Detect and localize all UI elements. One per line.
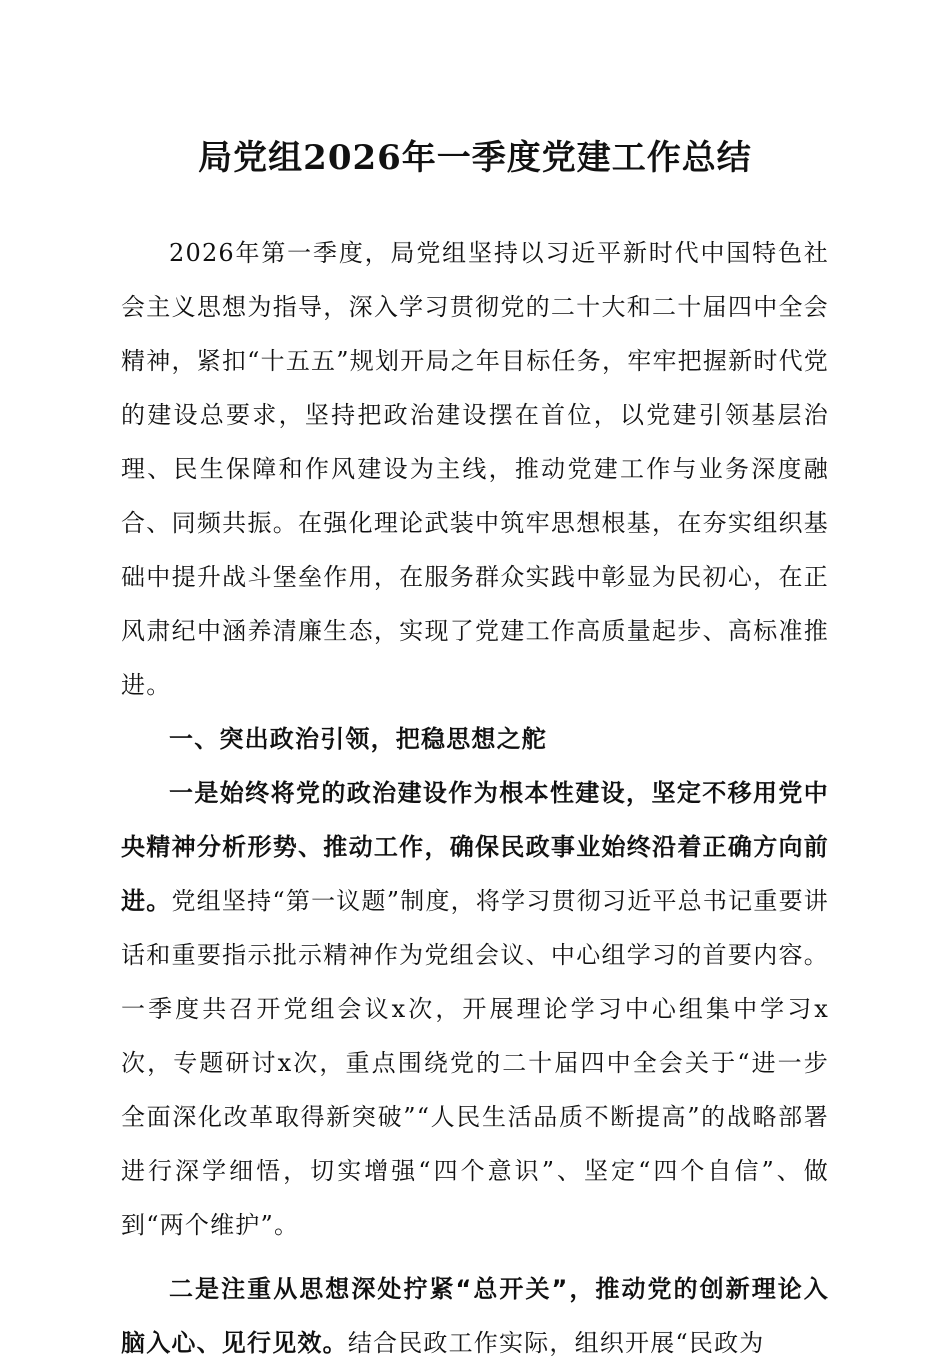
paragraph-thought-body: 结合民政工作实际，组织开展“民政为 (347, 1329, 765, 1357)
section-heading-1: 一、突出政治引领，把稳思想之舵 (169, 725, 547, 753)
paragraph-thought-lead: 二是注重从思想深处拧紧“总开关”，推动党的创新理论入脑入心、见行见效。 (121, 1275, 829, 1357)
paragraph-politics-body: 党组坚持“第一议题”制度，将学习贯彻习近平总书记重要讲话和重要指示批示精神作为党组会议、中心组学习的首要内容。一季度共召开党组会议x次，开展理论学习中心组集中学习x次，专题研讨x次，重点围绕党的二十届四中全会关于“进一步全面深化改革取得新突破”“人民生活品质不断提高”的战略部署进行深学细悟，切实增强“四个意识”、坚定“四个自信”、做到“两个维护”。 (121, 887, 829, 1239)
paragraph-thought (121, 1262, 829, 1370)
document-title: 局党组2026年一季度党建工作总结 (198, 138, 752, 178)
intro-paragraph: 2026年第一季度，局党组坚持以习近平新时代中国特色社会主义思想为指导，深入学习贯彻党的二十大和二十届四中全会精神，紧扣“十五五”规划开局之年目标任务，牢牢把握新时代党的建设总要求，坚持把政治建设摆在首位，以党建引领基层治理、民生保障和作风建设为主线，推动党建工作与业务深度融合、同频共振。在强化理论武装中筑牢思想根基，在夯实组织基础中提升战斗堡垒作用，在服务群众实践中彰显为民初心，在正风肃纪中涵养清廉生态，实现了党建工作高质量起步、高标准推进。 (121, 239, 829, 699)
document-body (121, 226, 829, 1370)
paragraph-politics-lead: 一是始终将党的政治建设作为根本性建设，坚定不移用党中央精神分析形势、推动工作，确保民政事业始终沿着正确方向前进。 (121, 779, 829, 915)
paragraph-politics (121, 766, 829, 1252)
